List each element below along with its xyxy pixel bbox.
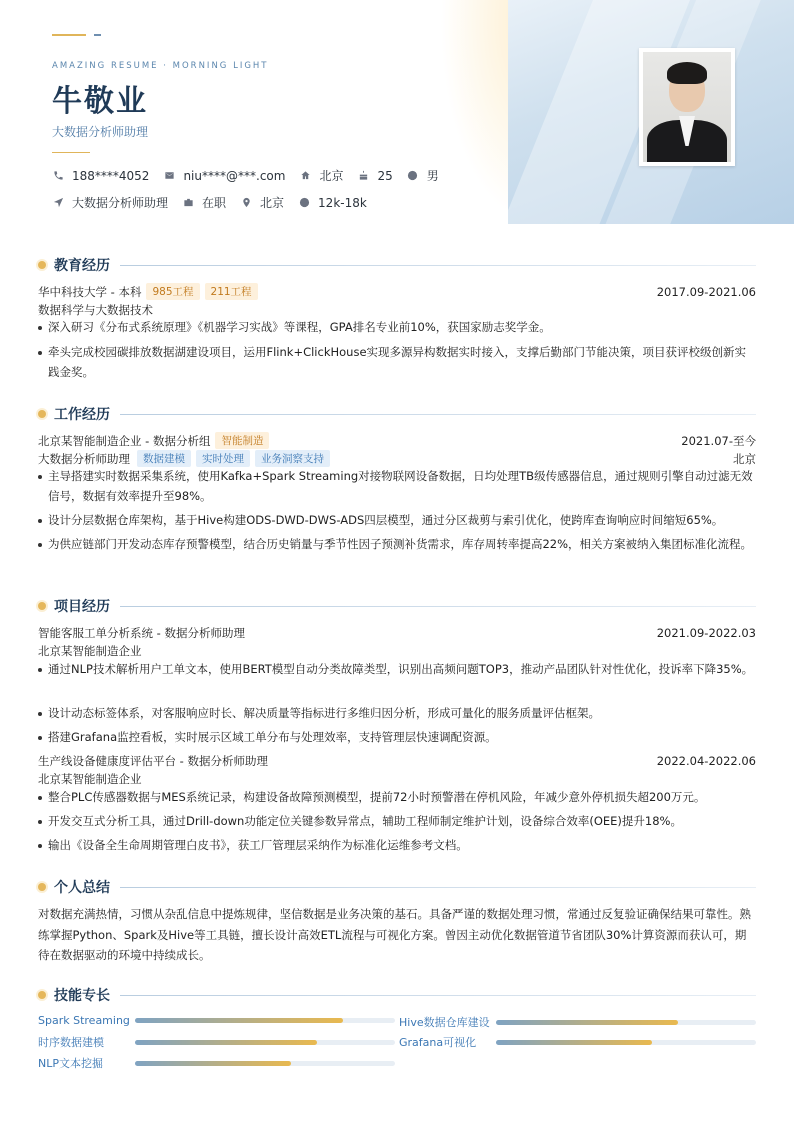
profile-photo bbox=[639, 48, 735, 166]
project-bullet: 通过NLP技术解析用户工单文本，使用BERT模型自动分类故障类型，识别出高频问题TOP3，推动产品团队针对性优化，投诉率下降35%。 bbox=[38, 660, 756, 680]
project-name: 生产线设备健康度评估平台 - 数据分析师助理 bbox=[38, 754, 268, 768]
contact-row-basic bbox=[52, 167, 453, 184]
top-accent-dash bbox=[94, 34, 101, 36]
summary-text: 对数据充满热情，习惯从杂乱信息中提炼规律，坚信数据是业务决策的基石。具备严谨的数据处理习惯，常通过反复验证确保结果可靠性。熟练掌握Python、Spark及Hive等工具链，擅长设计高效ETL流程与可视化方案。曾因主动优化数据管道节省团队30%计算资源而获认可，期待在数据驱动的环境中持续成长。 bbox=[38, 907, 751, 962]
tag-211: 211工程 bbox=[205, 283, 258, 300]
section-dot-icon bbox=[38, 883, 46, 891]
city-item bbox=[299, 167, 343, 184]
section-dot-icon bbox=[38, 602, 46, 610]
gender-item bbox=[407, 167, 439, 184]
role-tag: 数据建模 bbox=[137, 450, 191, 467]
project-bullet: 设计动态标签体系，对客服响应时长、解决质量等指标进行多维归因分析，形成可量化的服务质量评估框架。 bbox=[38, 704, 756, 724]
project-date: 2022.04-2022.06 bbox=[656, 754, 756, 768]
section-projects-title: 项目经历 bbox=[38, 596, 756, 616]
city-text: 北京 bbox=[319, 169, 344, 183]
work-date: 2021.07-至今 bbox=[681, 433, 756, 448]
project-org: 北京某智能制造企业 bbox=[38, 772, 142, 786]
resume-tagline: AMAZING RESUME · MORNING LIGHT bbox=[52, 61, 269, 71]
skill-level-bar bbox=[135, 1061, 291, 1066]
skill-item: NLP文本挖掘 bbox=[38, 1055, 395, 1071]
target-job-item bbox=[52, 194, 168, 211]
age-item bbox=[357, 169, 392, 183]
section-dot-icon bbox=[38, 261, 46, 269]
skill-level-bar bbox=[135, 1040, 317, 1045]
section-work-title: 工作经历 bbox=[38, 404, 756, 424]
skill-level-bar bbox=[496, 1040, 652, 1045]
skill-level-bar bbox=[135, 1018, 343, 1023]
phone-icon bbox=[52, 170, 64, 182]
age-text: 25 bbox=[377, 168, 393, 183]
role-tag: 实时处理 bbox=[196, 450, 250, 467]
target-job-text: 大数据分析师助理 bbox=[72, 196, 169, 210]
project-name: 智能客服工单分析系统 - 数据分析师助理 bbox=[38, 626, 245, 640]
project-bullet: 搭建Grafana监控看板，实时展示区域工单分布与处理效率，支持管理层快速调配资源。 bbox=[38, 728, 756, 748]
top-accent-line bbox=[52, 34, 86, 36]
project-header bbox=[38, 753, 756, 769]
location-item bbox=[240, 194, 284, 211]
home-icon bbox=[299, 170, 311, 182]
project-date: 2021.09-2022.03 bbox=[656, 626, 756, 640]
education-bullet: 深入研习《分布式系统原理》《机器学习实战》等课程，GPA排名专业前10%，获国家励志奖学金。 bbox=[38, 318, 756, 338]
gender-text: 男 bbox=[426, 169, 439, 183]
major: 数据科学与大数据技术 bbox=[38, 303, 153, 317]
project-org: 北京某智能制造企业 bbox=[38, 644, 142, 658]
status-item bbox=[182, 194, 226, 211]
salary-item bbox=[298, 196, 367, 210]
email-text: niu****@***.com bbox=[183, 168, 286, 183]
education-header bbox=[38, 283, 756, 300]
candidate-name: 牛敬业 bbox=[52, 84, 148, 119]
work-city: 北京 bbox=[733, 451, 756, 466]
project-bullet: 开发交互式分析工具，通过Drill-down功能定位关键参数异常点，辅助工程师制定维护计划，设备综合效率(OEE)提升18%。 bbox=[38, 812, 756, 832]
status-text: 在职 bbox=[202, 196, 227, 210]
face-icon bbox=[407, 170, 419, 182]
education-date: 2017.09-2021.06 bbox=[656, 284, 756, 299]
work-bullet: 主导搭建实时数据采集系统，使用Kafka+Spark Streaming对接物联网设备数据，日均处理TB级传感器信息，通过规则引擎自动过滤无效信号，数据有效率提升至98%。 bbox=[38, 467, 756, 506]
section-dot-icon bbox=[38, 991, 46, 999]
project-org-row bbox=[38, 771, 756, 787]
education-bullet: 牵头完成校园碳排放数据湖建设项目，运用Flink+ClickHouse实现多源异构数据实时接入，支撑后勤部门节能决策，项目获评校级创新实践金奖。 bbox=[38, 343, 756, 382]
project-bullet: 输出《设备全生命周期管理白皮书》，获工厂管理层采纳作为标准化运维参考文档。 bbox=[38, 836, 756, 856]
location-pin-icon bbox=[240, 197, 252, 209]
tag-985: 985工程 bbox=[146, 283, 199, 300]
location-text: 北京 bbox=[260, 196, 285, 210]
cake-icon bbox=[357, 170, 369, 182]
phone-text: 188****4052 bbox=[72, 168, 150, 183]
skill-level-bar bbox=[496, 1020, 678, 1025]
work-role: 大数据分析师助理 bbox=[38, 451, 130, 466]
school-name: 华中科技大学 - 本科 bbox=[38, 284, 142, 299]
project-org-row bbox=[38, 643, 756, 659]
work-header bbox=[38, 432, 756, 449]
education-major-row bbox=[38, 302, 756, 318]
skill-item: 时序数据建模 bbox=[38, 1034, 395, 1050]
phone-item bbox=[52, 169, 149, 183]
role-tag: 业务洞察支持 bbox=[255, 450, 330, 467]
section-skills-title: 技能专长 bbox=[38, 985, 756, 1005]
skill-item: Hive数据仓库建设 bbox=[399, 1014, 756, 1030]
project-header bbox=[38, 625, 756, 641]
salary-text: 12k-18k bbox=[318, 195, 367, 210]
name-underline bbox=[52, 152, 90, 153]
contact-row-job bbox=[52, 194, 381, 211]
company-tag: 智能制造 bbox=[215, 432, 269, 449]
section-dot-icon bbox=[38, 410, 46, 418]
candidate-title: 大数据分析师助理 bbox=[52, 125, 149, 139]
work-bullet: 设计分层数据仓库架构，基于Hive构建ODS-DWD-DWS-ADS四层模型，通过分区裁剪与索引优化，使跨库查询响应时间缩短65%。 bbox=[38, 511, 756, 531]
company-name: 北京某智能制造企业 - 数据分析组 bbox=[38, 433, 211, 448]
section-education-title: 教育经历 bbox=[38, 255, 756, 275]
money-icon bbox=[298, 197, 310, 209]
project-bullet: 整合PLC传感器数据与MES系统记录，构建设备故障预测模型，提前72小时预警潜在停机风险，年减少意外停机损失超200万元。 bbox=[38, 788, 756, 808]
send-icon bbox=[52, 197, 64, 209]
section-summary-title: 个人总结 bbox=[38, 877, 756, 897]
briefcase-icon bbox=[182, 197, 194, 209]
email-item bbox=[163, 169, 285, 183]
skill-item: Spark Streaming bbox=[38, 1014, 395, 1027]
work-bullet: 为供应链部门开发动态库存预警模型，结合历史销量与季节性因子预测补货需求，库存周转率提高22%，相关方案被纳入集团标准化流程。 bbox=[38, 535, 756, 555]
skill-item: Grafana可视化 bbox=[399, 1034, 756, 1050]
work-role-row bbox=[38, 450, 756, 467]
mail-icon bbox=[163, 170, 175, 182]
